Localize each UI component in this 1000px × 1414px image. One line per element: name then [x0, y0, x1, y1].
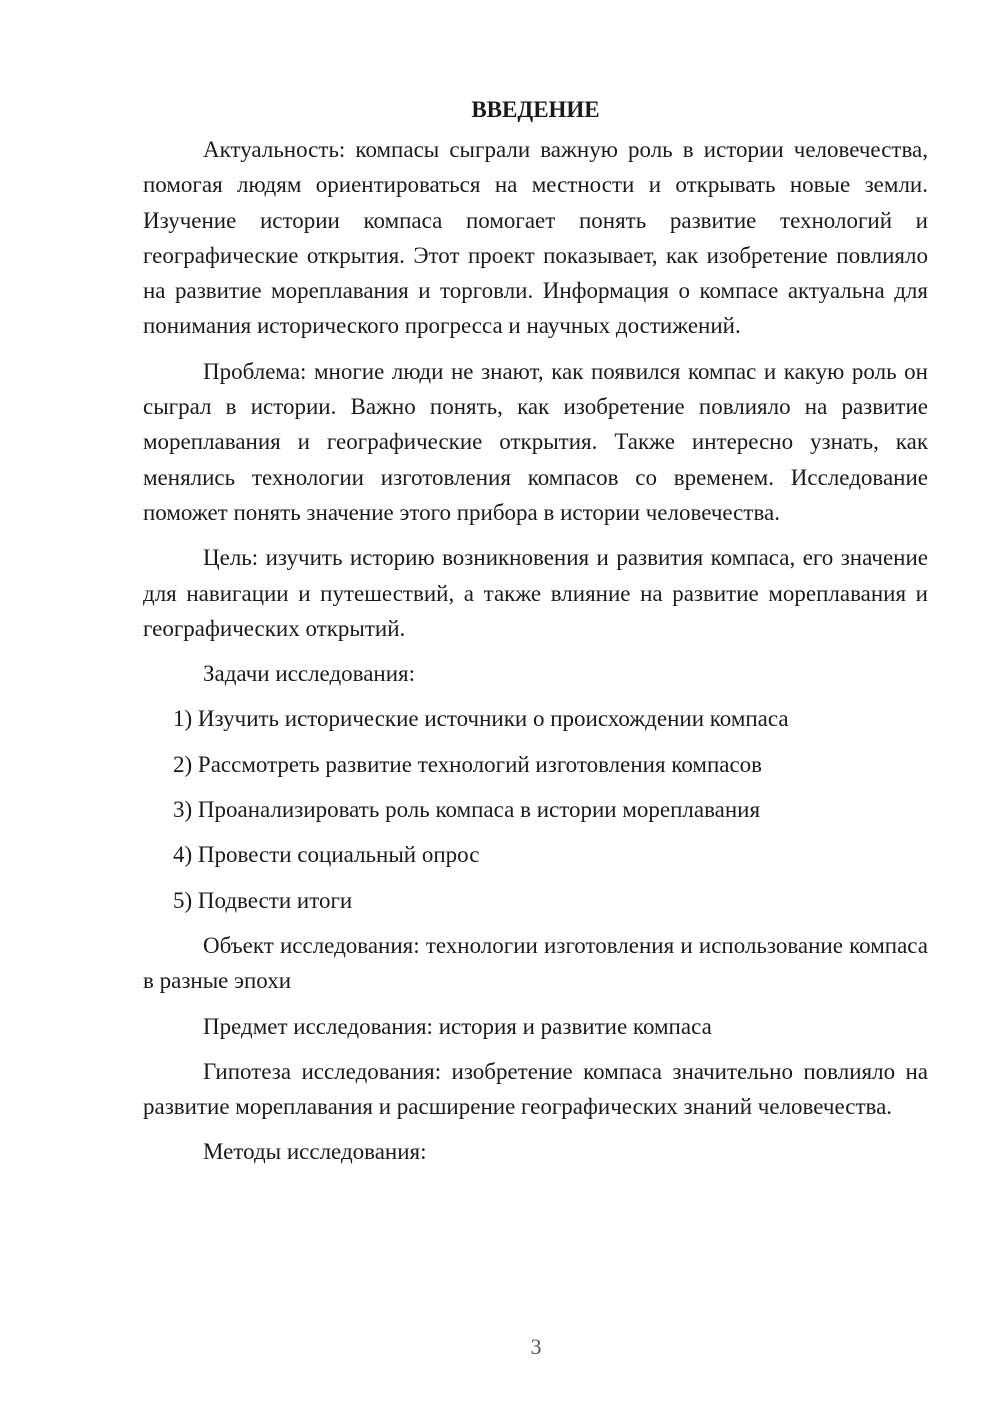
page-content	[143, 92, 928, 1170]
paragraph-hypothesis: Гипотеза исследования: изобретение компаса значительно повлияло на развитие мореплавания и расширение географических знаний человечества.	[143, 1058, 928, 1120]
list-item: 5) Подвести итоги	[173, 887, 353, 913]
paragraph-goal: Цель: изучить историю возникновения и развития компаса, его значение для навигации и путешествий, а также влияние на развитие мореплавания и географических открытий.	[143, 545, 928, 641]
paragraph-subject: Предмет исследования: история и развитие компаса	[203, 1013, 712, 1039]
paragraph-problem: Проблема: многие люди не знают, как появился компас и какую роль он сыграл в истории. Важно понять, как изобретение повлияло на развитие мореплавания и географические открытия. Также интересно узнать, как менялись технологии изготовления компасов со временем. Исследование поможет понять значение этого прибора в истории человечества.	[143, 358, 928, 525]
paragraph-relevance: Актуальность: компасы сыграли важную роль в истории человечества, помогая людям ориентироваться на местности и открывать новые земли. Изучение истории компаса помогает понять развитие технологий и географические открытия. Этот проект показывает, как изобретение повлияло на развитие мореплавания и торговли. Информация о компасе актуальна для понимания исторического прогресса и научных достижений.	[143, 137, 928, 339]
list-item: 4) Провести социальный опрос	[173, 842, 480, 868]
list-item: 3) Проанализировать роль компаса в истории мореплавания	[173, 797, 761, 823]
page-number: 3	[530, 1334, 542, 1359]
list-item: 2) Рассмотреть развитие технологий изготовления компасов	[173, 751, 763, 777]
methods-heading: Методы исследования:	[203, 1139, 427, 1165]
paragraph-object: Объект исследования: технологии изготовления и использование компаса в разные эпохи	[143, 932, 928, 994]
list-item: 1) Изучить исторические источники о происхождении компаса	[173, 706, 789, 732]
tasks-list	[143, 701, 928, 917]
tasks-heading: Задачи исследования:	[203, 661, 416, 687]
section-title: ВВЕДЕНИЕ	[471, 97, 600, 122]
